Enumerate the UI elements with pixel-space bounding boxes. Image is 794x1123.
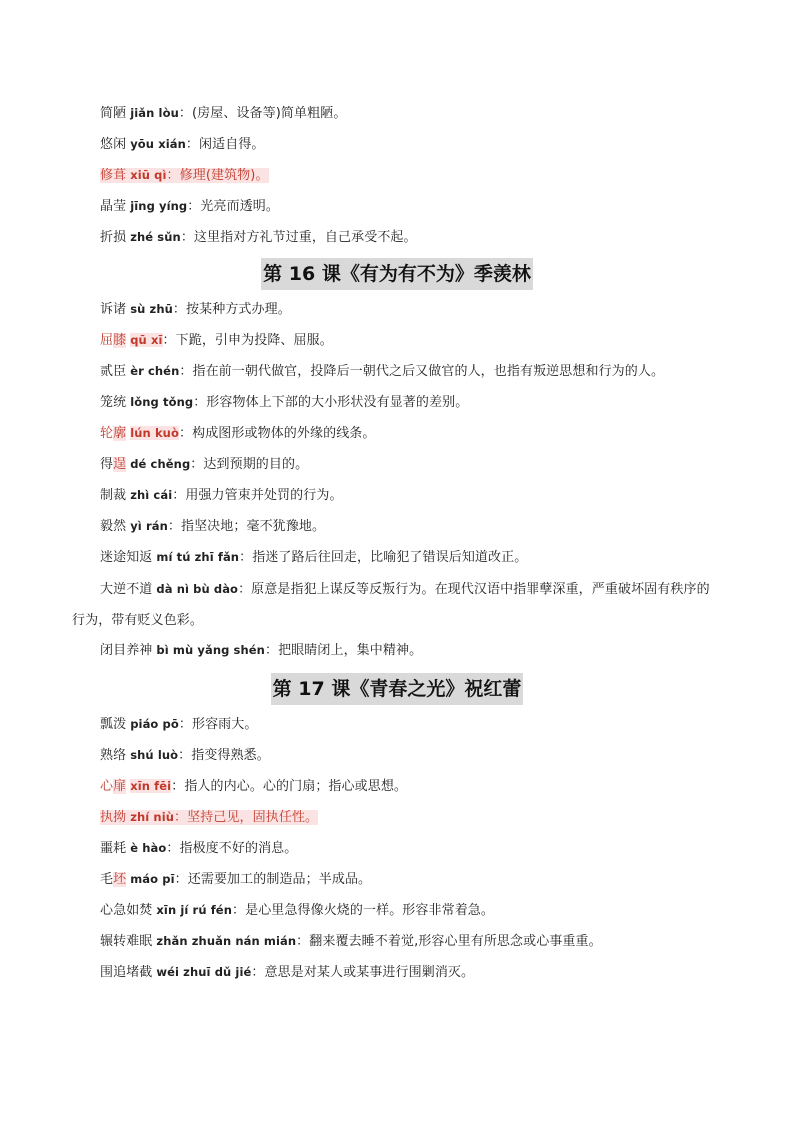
- entry-sep: ：: [162, 333, 176, 348]
- entry-pinyin: sù zhū: [130, 302, 173, 316]
- lesson-title-text: 第 16 课《有为有不为》季羡林: [261, 258, 533, 290]
- entry-pinyin: máo pī: [130, 872, 175, 886]
- entry-sep: ：: [185, 137, 200, 152]
- entry-sep: ：: [179, 364, 193, 379]
- entry-sep: ：: [193, 395, 207, 410]
- entry-definition: 这里指对方礼节过重，自己承受不起。: [193, 230, 417, 245]
- entry-word-part-highlighted: 逞: [113, 457, 127, 472]
- entry-definition: 指变得熟悉。: [191, 748, 270, 763]
- lesson-17-title: [0, 673, 794, 705]
- vocab-entry: [100, 838, 297, 858]
- entry-word: 熟络: [100, 748, 127, 763]
- entry-pinyin: dé chěng: [130, 457, 191, 471]
- entry-sep: ：: [238, 582, 252, 597]
- entry-pinyin: qū xī: [130, 333, 163, 347]
- vocab-entry: [100, 134, 265, 154]
- vocab-entry-wrapped: [72, 574, 722, 636]
- entry-pinyin: yì rán: [130, 519, 168, 533]
- entry-definition: 达到预期的目的。: [203, 457, 309, 472]
- entry-word: 围追堵截: [100, 965, 153, 980]
- entry-word: 瓢泼: [100, 717, 127, 732]
- entry-sep: ：: [174, 810, 188, 825]
- entry-pinyin: shú luò: [130, 748, 179, 762]
- vocab-entry: [100, 227, 417, 247]
- entry-word: 诉诸: [100, 302, 127, 317]
- entry-word: 简陋: [100, 106, 127, 121]
- entry-word-part: 心: [100, 779, 114, 794]
- vocab-entry: [100, 962, 474, 982]
- entry-pinyin: yōu xián: [130, 137, 186, 151]
- entry-definition: 闲适自得。: [199, 137, 265, 152]
- entry-definition: 是心里急得像火烧的一样。形容非常着急。: [245, 903, 495, 918]
- entry-word: 闭目养神: [100, 643, 153, 658]
- entry-definition: 按某种方式办理。: [186, 302, 291, 317]
- lesson-title-text: 第 17 课《青春之光》祝红蕾: [271, 673, 524, 705]
- vocab-entry: [100, 299, 291, 319]
- entry-pinyin: jiǎn lòu: [130, 106, 179, 120]
- entry-pinyin: zhé sǔn: [130, 230, 181, 244]
- vocab-entry: [100, 640, 422, 660]
- entry-definition: 还需要加工的制造品；半成品。: [187, 872, 372, 887]
- vocab-entry: [100, 900, 494, 920]
- vocab-entry-highlighted: [100, 165, 269, 185]
- entry-definition: 意思是对某人或某事进行围剿消灭。: [264, 965, 475, 980]
- entry-pinyin: piáo pō: [130, 717, 179, 731]
- entry-sep: ：: [232, 903, 246, 918]
- entry-word-part: 屈: [100, 333, 114, 348]
- entry-pinyin: wéi zhuī dǔ jié: [156, 965, 252, 979]
- entry-sep: ：: [239, 550, 253, 565]
- vocab-entry: [100, 745, 270, 765]
- lesson-16-title: [0, 258, 794, 290]
- entry-pinyin: jīng yíng: [130, 199, 188, 213]
- entry-sep: ：: [296, 934, 310, 949]
- entry-definition: 指人的内心。心的门扇；指心或思想。: [184, 779, 408, 794]
- entry-pinyin: lún kuò: [130, 426, 179, 440]
- vocab-entry: [100, 931, 602, 951]
- entry-definition: 指迷了路后往回走，比喻犯了错误后知道改正。: [252, 550, 528, 565]
- entry-sep: ：: [180, 230, 194, 245]
- entry-definition: 把眼睛闭上，集中精神。: [278, 643, 423, 658]
- entry-word: 悠闲: [100, 137, 127, 152]
- entry-word: 折损: [100, 230, 127, 245]
- entry-pinyin: èr chén: [130, 364, 180, 378]
- entry-pinyin: è hào: [130, 841, 167, 855]
- entry-pinyin: lǒng tǒng: [130, 395, 194, 409]
- entry-sep: ：: [178, 426, 193, 441]
- entry-definition: 原意是指犯上谋反等反叛行为。在现代汉语中指罪孽深重，严重破坏固有秩序的行为，带有贬义色彩。: [72, 582, 710, 628]
- vocab-entry: [100, 776, 407, 796]
- entry-sep: ：: [172, 488, 186, 503]
- entry-sep: ：: [178, 748, 192, 763]
- entry-pinyin: mí tú zhī fǎn: [156, 550, 240, 564]
- entry-pinyin: xīn fēi: [130, 779, 172, 793]
- vocab-entry: [100, 392, 468, 412]
- vocab-entry: [100, 103, 346, 123]
- entry-sep: ：: [172, 302, 187, 317]
- entry-word-part-highlighted: 坯: [113, 872, 127, 887]
- vocab-entry-highlighted: [100, 807, 318, 827]
- entry-definition: 构成图形或物体的外缘的线条。: [192, 426, 376, 441]
- entry-sep: ：: [190, 457, 204, 472]
- entry-word: 晶莹: [100, 199, 127, 214]
- entry-definition: 形容雨大。: [191, 717, 258, 732]
- entry-sep: ：: [264, 643, 279, 658]
- entry-word-part-highlighted: 膝: [113, 333, 127, 348]
- entry-word: 修葺: [100, 168, 127, 183]
- entry-word-part: 得: [100, 457, 114, 472]
- entry-sep: ：: [251, 965, 265, 980]
- entry-sep: ：: [171, 779, 185, 794]
- entry-word: 执拗: [100, 810, 127, 825]
- vocab-entry: [100, 361, 664, 381]
- vocab-entry: [100, 485, 343, 505]
- entry-sep: ：: [187, 199, 201, 214]
- entry-definition: 光亮而透明。: [200, 199, 279, 214]
- entry-word: 笼统: [100, 395, 127, 410]
- entry-pinyin: zhí niù: [130, 810, 175, 824]
- entry-sep: ：: [178, 106, 192, 121]
- vocab-entry: [100, 330, 333, 350]
- entry-sep: ：: [166, 168, 180, 183]
- entry-word: 贰臣: [100, 364, 127, 379]
- entry-sep: ：: [167, 519, 181, 534]
- entry-definition: 下跪，引申为投降、屈服。: [175, 333, 333, 348]
- entry-pinyin: xīn jí rú fén: [156, 903, 232, 917]
- entry-definition: 坚持己见，固执任性。: [187, 810, 319, 825]
- entry-sep: ：: [178, 717, 192, 732]
- entry-word: 噩耗: [100, 841, 127, 856]
- vocab-entry: [100, 516, 325, 536]
- vocab-entry: [100, 454, 308, 474]
- entry-word: 心急如焚: [100, 903, 153, 918]
- entry-word: 毅然: [100, 519, 127, 534]
- entry-definition: 翻来覆去睡不着觉,形容心里有所思念或心事重重。: [309, 934, 602, 949]
- entry-word-part-highlighted: 廓: [113, 426, 127, 441]
- entry-word: 辗转难眠: [100, 934, 153, 949]
- entry-definition: (房屋、设备等)简单粗陋。: [191, 106, 347, 121]
- vocab-entry: [100, 423, 376, 443]
- entry-definition: 修理(建筑物)。: [179, 168, 269, 183]
- entry-pinyin: zhǎn zhuǎn nán mián: [156, 934, 297, 948]
- entry-pinyin: xiū qì: [130, 168, 167, 182]
- entry-definition: 指坚决地；毫不犹豫地。: [180, 519, 326, 534]
- entry-definition: 指在前一朝代做官，投降后一朝代之后又做官的人，也指有叛逆思想和行为的人。: [192, 364, 665, 379]
- entry-word-part: 轮: [100, 426, 114, 441]
- vocab-entry: [100, 547, 527, 567]
- vocab-entry: [100, 869, 371, 889]
- entry-word: 迷途知返: [100, 550, 153, 565]
- entry-pinyin: bì mù yǎng shén: [156, 643, 265, 657]
- entry-pinyin: zhì cái: [130, 488, 173, 502]
- vocab-entry: [100, 714, 258, 734]
- entry-pinyin: dà nì bù dào: [156, 582, 239, 596]
- entry-word-part: 毛: [100, 872, 114, 887]
- vocab-entry: [100, 196, 279, 216]
- entry-word: 制裁: [100, 488, 127, 503]
- entry-definition: 形容物体上下部的大小形状没有显著的差别。: [206, 395, 469, 410]
- entry-definition: 用强力管束并处罚的行为。: [185, 488, 343, 503]
- entry-word: 大逆不道: [100, 582, 153, 597]
- entry-definition: 指极度不好的消息。: [179, 841, 298, 856]
- entry-word-part-highlighted: 扉: [113, 779, 127, 794]
- entry-sep: ：: [174, 872, 188, 887]
- entry-sep: ：: [166, 841, 180, 856]
